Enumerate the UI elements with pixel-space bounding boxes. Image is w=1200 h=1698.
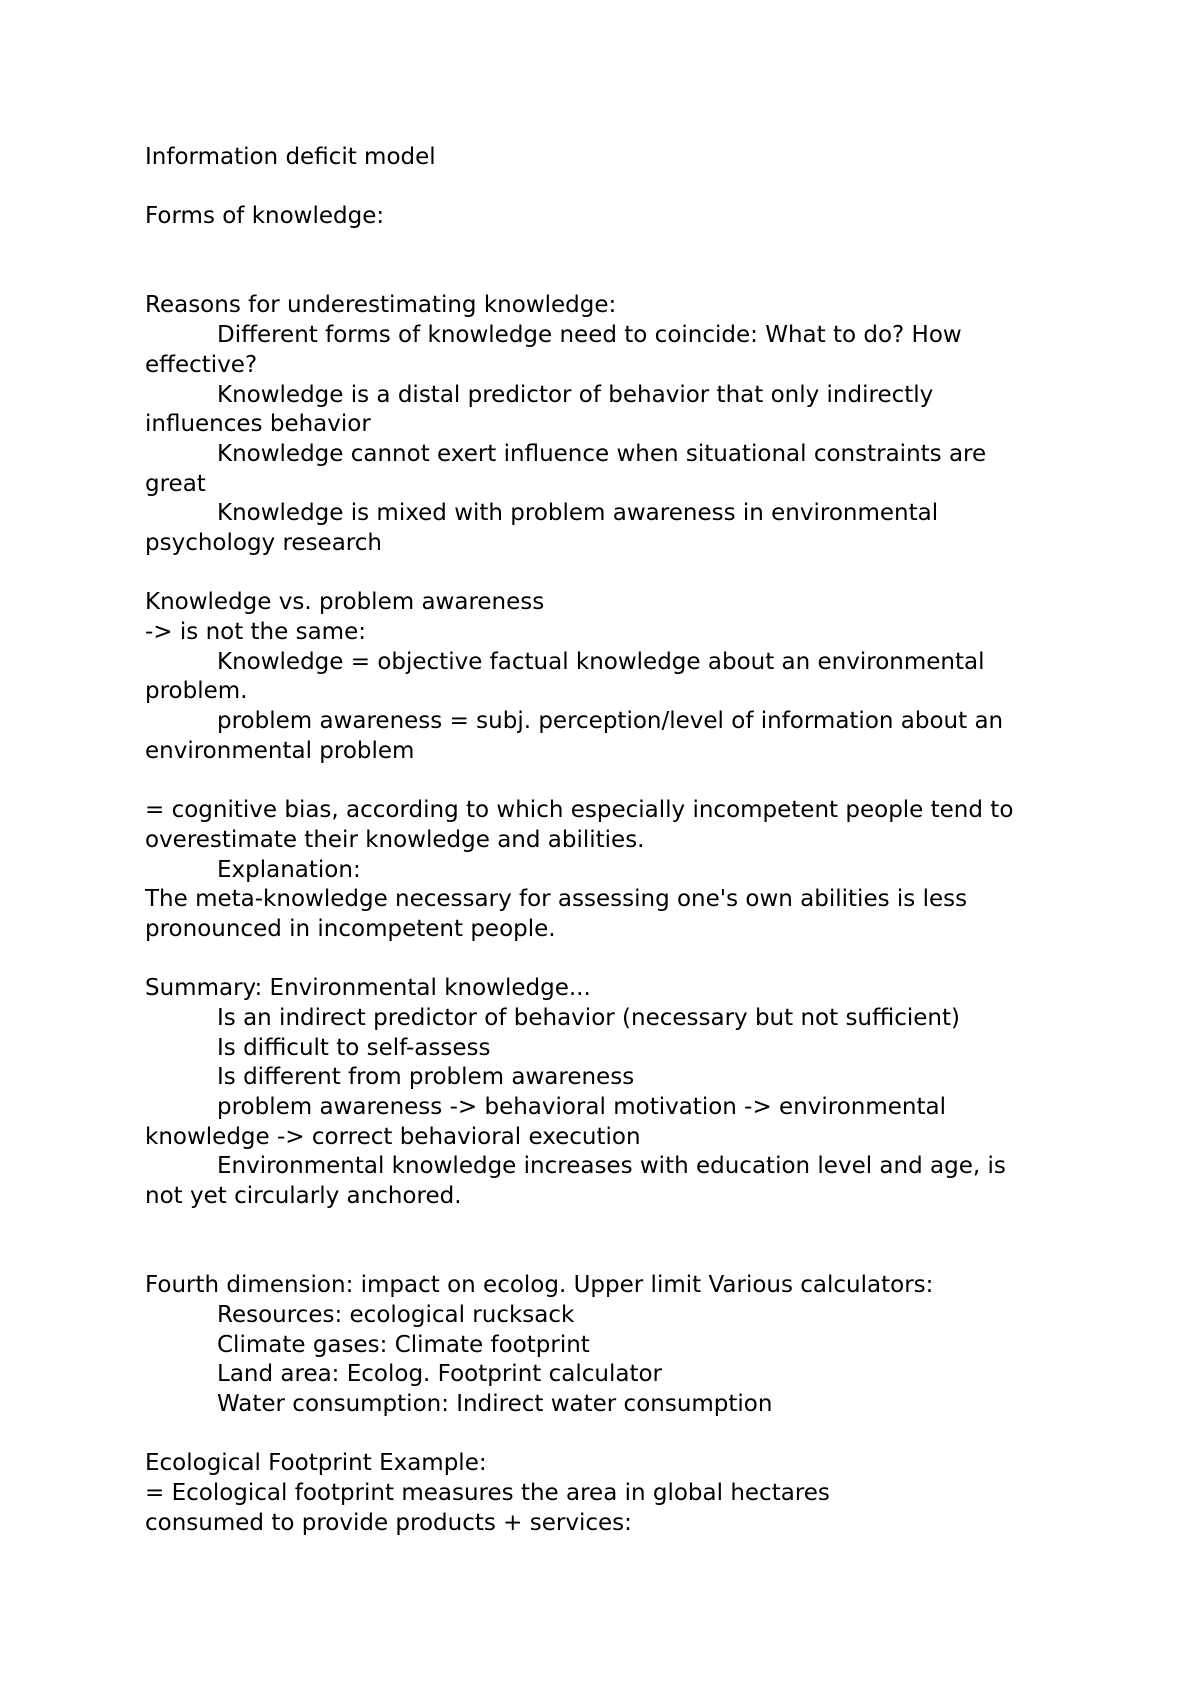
document-body	[145, 143, 1085, 1538]
knowledge-vs-line: Knowledge = objective factual knowledge about an environmental	[217, 648, 985, 675]
calculator-line: Climate gases: Climate footprint	[217, 1331, 590, 1358]
bias-line: The meta-knowledge necessary for assessing one's own abilities is less	[145, 886, 968, 913]
reasons-line: psychology research	[145, 529, 382, 556]
bias-line: overestimate their knowledge and abilities.	[145, 826, 645, 853]
reasons-line: influences behavior	[145, 411, 371, 438]
summary-heading: Summary: Environmental knowledge...	[145, 975, 591, 1002]
summary-line: knowledge -> correct behavioral execution	[145, 1123, 641, 1150]
document-title: Information deficit model	[145, 144, 436, 170]
calculator-line: Land area: Ecolog. Footprint calculator	[217, 1361, 662, 1388]
fourth-dimension-heading: Fourth dimension: impact on ecolog. Upper limit Various calculators:	[145, 1272, 934, 1299]
reasons-line: effective?	[145, 351, 258, 378]
reasons-line: Knowledge is mixed with problem awareness in environmental	[217, 500, 939, 527]
footprint-line: consumed to provide products + services:	[145, 1509, 632, 1536]
knowledge-vs-line: problem.	[145, 678, 248, 705]
knowledge-vs-subheading: -> is not the same:	[145, 619, 366, 646]
summary-line: problem awareness -> behavioral motivation -> environmental	[217, 1094, 947, 1121]
reasons-line: Knowledge is a distal predictor of behavior that only indirectly	[217, 381, 934, 408]
reasons-heading: Reasons for underestimating knowledge:	[145, 292, 617, 319]
summary-line: Is difficult to self-assess	[217, 1034, 491, 1061]
knowledge-vs-line: problem awareness = subj. perception/level of information about an	[217, 708, 1004, 735]
reasons-line: great	[145, 470, 206, 497]
footprint-heading: Ecological Footprint Example:	[145, 1450, 487, 1477]
reasons-line: Different forms of knowledge need to coincide: What to do? How	[217, 322, 962, 349]
summary-line: Is different from problem awareness	[217, 1064, 635, 1091]
forms-heading: Forms of knowledge:	[145, 203, 385, 230]
bias-line: = cognitive bias, according to which especially incompetent people tend to	[145, 797, 1014, 824]
calculator-line: Water consumption: Indirect water consumption	[217, 1390, 773, 1417]
summary-line: Is an indirect predictor of behavior (necessary but not sufficient)	[217, 1004, 960, 1031]
calculator-line: Resources: ecological rucksack	[217, 1301, 575, 1328]
footprint-line: = Ecological footprint measures the area in global hectares	[145, 1479, 830, 1506]
knowledge-vs-line: environmental problem	[145, 737, 415, 764]
summary-line: Environmental knowledge increases with education level and age, is	[217, 1153, 1006, 1180]
knowledge-vs-heading: Knowledge vs. problem awareness	[145, 589, 545, 616]
bias-explanation-label: Explanation:	[217, 856, 361, 883]
reasons-line: Knowledge cannot exert influence when situational constraints are	[217, 440, 987, 467]
bias-line: pronounced in incompetent people.	[145, 915, 556, 942]
summary-line: not yet circularly anchored.	[145, 1183, 462, 1210]
